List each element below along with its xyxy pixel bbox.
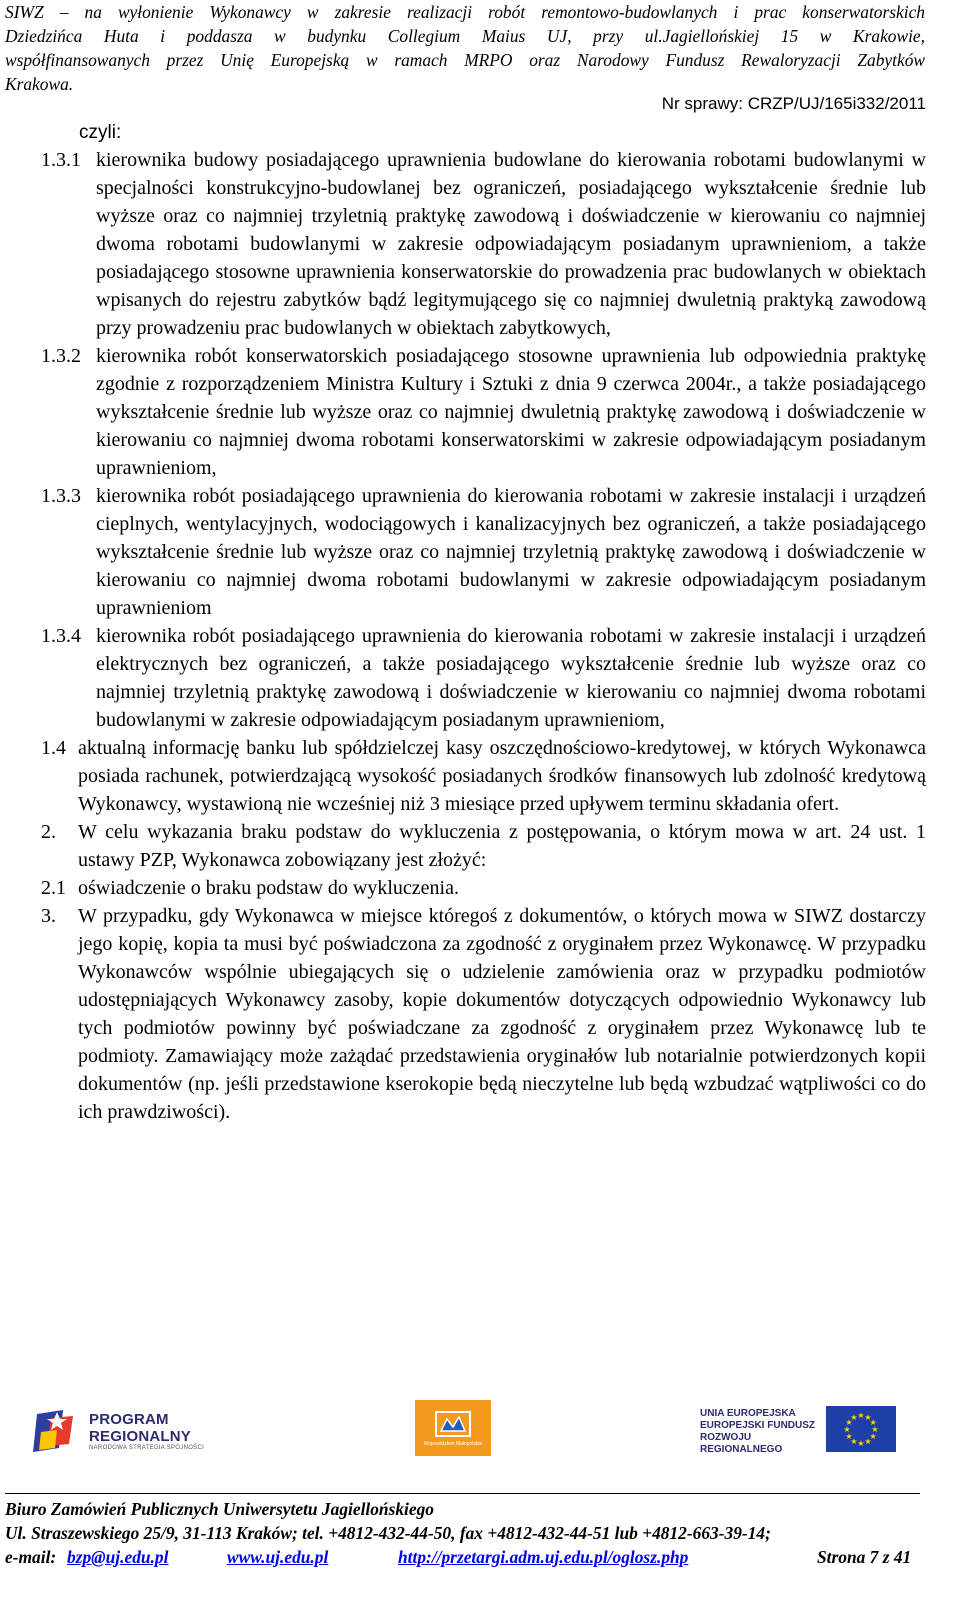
eu-line-1: UNIA EUROPEJSKA bbox=[700, 1408, 796, 1419]
malopolska-logo bbox=[415, 1400, 491, 1456]
item-number: 1.3.1 bbox=[41, 149, 81, 171]
eu-star-icon: ★ bbox=[864, 1412, 872, 1422]
header-line-4: Krakowa. bbox=[5, 74, 74, 94]
page-number: Strona 7 z 41 bbox=[817, 1547, 912, 1567]
document-header bbox=[5, 0, 925, 96]
footer-line-1: Biuro Zamówień Publicznych Uniwersytetu Jagiellońskiego bbox=[5, 1499, 435, 1519]
malopolska-emblem-icon bbox=[433, 1409, 473, 1439]
item-number: 3. bbox=[41, 905, 56, 927]
program-regionalny-subtitle: NARODOWA STRATEGIA SPÓJNOŚCI bbox=[89, 1445, 205, 1451]
item-text: oświadczenie o braku podstaw do wykluczenia. bbox=[78, 877, 459, 899]
eu-star-icon: ★ bbox=[857, 1411, 865, 1420]
website-link[interactable]: www.uj.edu.pl bbox=[227, 1547, 329, 1567]
intro-text: czyli: bbox=[79, 122, 122, 143]
footer-divider bbox=[5, 1493, 920, 1494]
list-item bbox=[0, 902, 960, 1126]
email-link[interactable]: bzp@uj.edu.pl bbox=[67, 1547, 169, 1567]
program-regionalny-title: PROGRAM REGIONALNY bbox=[89, 1411, 192, 1445]
eu-star-icon: ★ bbox=[864, 1437, 872, 1447]
item-text: aktualną informację banku lub spółdzielczej kasy oszczędnościowo-kredytowej, w których Wykonawca posiada rachunek, potwierdzającą wysokość posiadanych środków finansowych lub zdolność kredytową Wykonawcy, wystawioną nie wcześniej niż 3 miesiące przed upływem terminu składania ofert. bbox=[78, 737, 926, 815]
item-number: 2.1 bbox=[41, 877, 66, 899]
eu-star-icon: ★ bbox=[857, 1439, 865, 1448]
item-number: 1.3.2 bbox=[41, 345, 81, 367]
item-text: kierownika budowy posiadającego uprawnienia budowlane do kierowania robotami budowlanymi w specjalności konstrukcyjno-budowlanej bez ograniczeń, posiadającego wykształcenie średnie lub wyższe oraz co najmniej trzyletnią praktykę zawodową i doświadczenie w kierowaniu co najmniej dwoma robotami budowlanymi w zakresie odpowiadającym posiadanym uprawnieniom, a także posiadającego stosowne uprawnienia konserwatorskie do prowadzenia prac budowlanych w obiektach wpisanych do rejestru zabytków bądź legitymującego się co najmniej dwuletnią praktyką zawodową przy prowadzeniu prac budowlanych w obiektach zabytkowych, bbox=[96, 149, 926, 339]
list-item bbox=[0, 818, 960, 874]
document-body bbox=[0, 146, 960, 1126]
item-text: W celu wykazania braku podstaw do wykluczenia z postępowania, o którym mowa w art. 24 ust. 1 ustawy PZP, Wykonawca zobowiązany jest złożyć: bbox=[78, 821, 926, 871]
list-item bbox=[0, 146, 960, 342]
eu-star-icon: ★ bbox=[843, 1425, 851, 1434]
item-number: 1.3.4 bbox=[41, 625, 81, 647]
list-item bbox=[0, 482, 960, 622]
header-line-1: SIWZ – na wyłonienie Wykonawcy w zakresie realizacji robót remontowo-budowlanych i prac konserwatorskich bbox=[5, 2, 925, 22]
case-number: Nr sprawy: CRZP/UJ/165i332/2011 bbox=[661, 94, 926, 113]
list-item bbox=[0, 342, 960, 482]
item-text: kierownika robót konserwatorskich posiadającego stosowne uprawnienia lub odpowiednia praktykę zgodnie z rozporządzeniem Ministra Kultury i Sztuki z dnia 9 czerwca 2004r., a także posiadającego wykształcenie średnie lub wyższe oraz co najmniej dwuletnią praktykę zawodową i doświadczenie w kierowaniu co najmniej dwoma robotami konserwatorskimi w zakresie odpowiadającym posiadanym uprawnieniom, bbox=[96, 345, 926, 479]
eu-star-icon: ★ bbox=[845, 1418, 853, 1427]
eu-star-icon: ★ bbox=[845, 1432, 853, 1441]
eu-line-3: ROZWOJU REGIONALNEGO bbox=[700, 1432, 783, 1455]
eu-star-icon: ★ bbox=[869, 1418, 877, 1427]
header-line-3: współfinansowanych przez Unię Europejską w ramach MRPO oraz Narodowy Fundusz Rewaloryzacji Zabytków bbox=[5, 50, 925, 70]
eu-line-2: EUROPEJSKI FUNDUSZ bbox=[700, 1420, 816, 1431]
item-text: kierownika robót posiadającego uprawnienia do kierowania robotami w zakresie instalacji i urządzeń cieplnych, wentylacyjnych, wodociągowych i kanalizacyjnych bez ograniczeń, a także posiadającego wykształcenie średnie lub wyższe oraz co najmniej trzyletnią praktykę zawodową i doświadczenie w kierowaniu co najmniej dwoma robotami budowlanymi w zakresie odpowiadającym posiadanym uprawnieniom bbox=[96, 485, 926, 619]
header-line-2: Dziedzińca Huta i poddasza w budynku Collegium Maius UJ, przy ul.Jagiellońskiej 15 w Krakowie, bbox=[5, 26, 925, 46]
footer-email-label: e-mail: bbox=[5, 1547, 57, 1567]
malopolska-caption: Województwo Małopolskie bbox=[423, 1441, 483, 1447]
item-number: 1.3.3 bbox=[41, 485, 81, 507]
eu-star-icon: ★ bbox=[871, 1425, 879, 1434]
list-item bbox=[0, 734, 960, 818]
eu-logo bbox=[700, 1406, 900, 1454]
funding-logos bbox=[0, 1400, 960, 1466]
list-item bbox=[0, 874, 960, 902]
document-footer bbox=[5, 1497, 930, 1569]
footer-line-2: Ul. Straszewskiego 25/9, 31-113 Kraków; tel. +4812-432-44-50, fax +4812-432-44-51 lub +4812-663-39-14; bbox=[5, 1523, 771, 1543]
eu-star-icon: ★ bbox=[850, 1412, 858, 1422]
item-text: kierownika robót posiadającego uprawnienia do kierowania robotami w zakresie instalacji i urządzeń elektrycznych bez ograniczeń, a także posiadającego wykształcenie średnie lub wyższe oraz co najmniej trzyletnią praktykę zawodową i doświadczenie w kierowaniu co najmniej dwoma robotami budowlanymi w zakresie odpowiadającym posiadanym uprawnieniom, bbox=[96, 625, 926, 731]
eu-flag-icon bbox=[826, 1406, 896, 1452]
tender-link[interactable]: http://przetargi.adm.uj.edu.pl/oglosz.php bbox=[398, 1547, 689, 1567]
item-text: W przypadku, gdy Wykonawca w miejsce któregoś z dokumentów, o których mowa w SIWZ dostarczy jego kopię, kopia ta musi być poświadczona za zgodność z oryginałem przez Wykonawcę. W przypadku Wykonawców wspólnie ubiegających się o udzielenie zamówienia oraz w przypadku podmiotów udostępniających Wykonawcy zasoby, kopie dokumentów dotyczących odpowiednio Wykonawcy lub tych podmiotów powinny być poświadczane za zgodność z oryginałem przez Wykonawcę lub te podmioty. Zamawiający może zażądać przedstawienia oryginałów lub notarialnie potwierdzonych kopii dokumentów (np. jeśli przedstawione kserokopie będą nieczytelne lub będą wzbudzać wątpliwości co do ich prawdziwości). bbox=[78, 905, 926, 1123]
item-number: 2. bbox=[41, 821, 56, 843]
program-regionalny-mark-icon bbox=[33, 1408, 81, 1454]
eu-star-icon: ★ bbox=[869, 1432, 877, 1441]
list-item bbox=[0, 622, 960, 734]
eu-star-icon: ★ bbox=[850, 1437, 858, 1447]
program-regionalny-logo bbox=[33, 1404, 273, 1458]
item-number: 1.4 bbox=[41, 737, 66, 759]
